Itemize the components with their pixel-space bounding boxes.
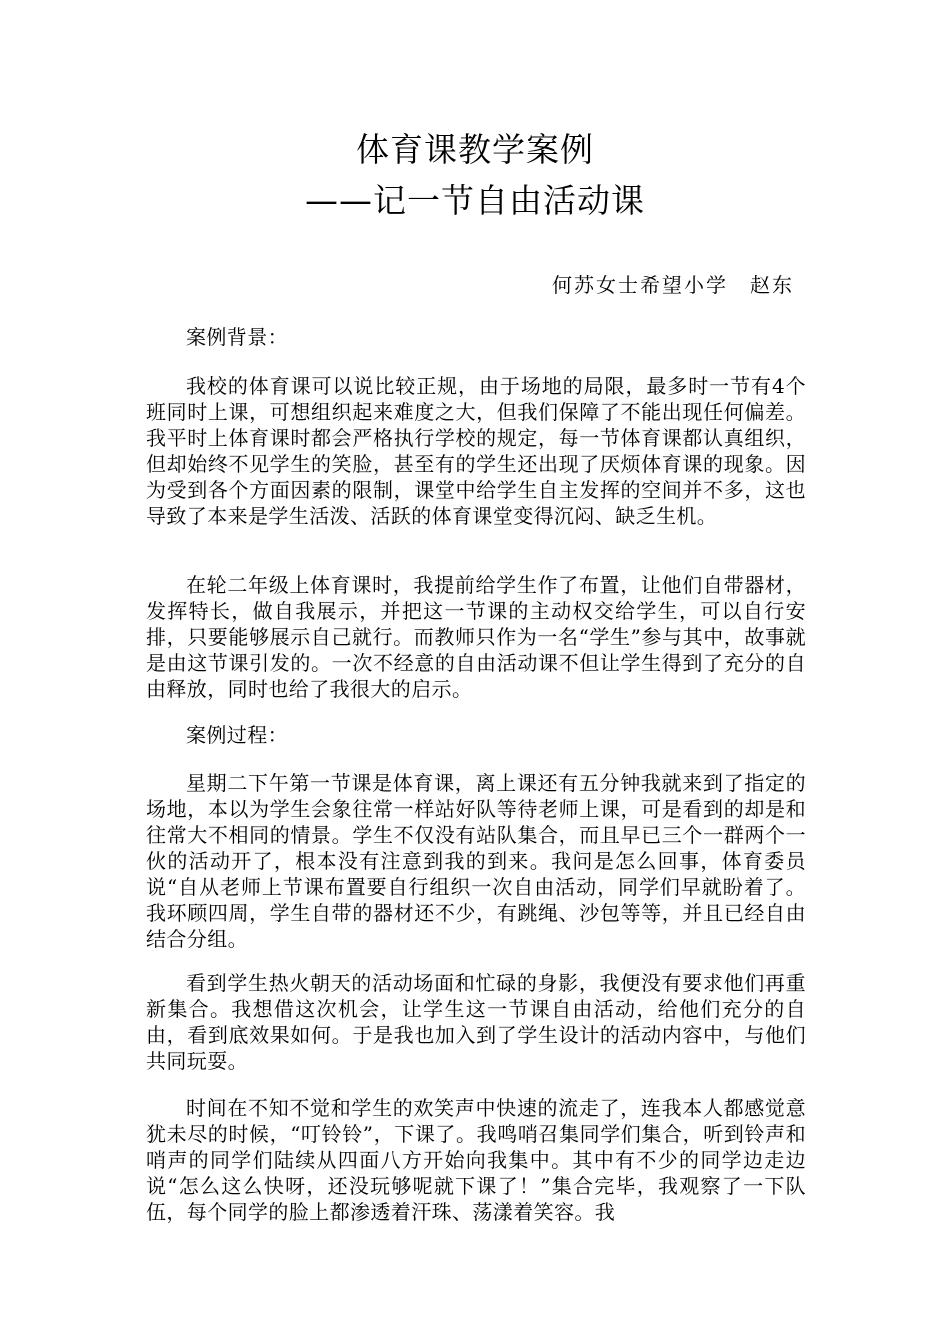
paragraph-background-1: 我校的体育课可以说比较正规，由于场地的局限，最多时一节有4个班同时上课，可想组织起来难度之大，但我们保障了不能出现任何偏差。我平时上体育课时都会严格执行学校的规定，每一节体育课都认真组织，但却始终不见学生的笑脸，甚至有的学生还出现了厌烦体育课的现象。因为受到各个方面因素的限制，课堂中给学生自主发挥的空间并不多，这也导致了本来是学生活泼、活跃的体育课堂变得沉闷、缺乏生机。 (146, 374, 806, 528)
paragraph-process-3: 时间在不知不觉和学生的欢笑声中快速的流走了，连我本人都感觉意犹未尽的时候，“叮铃铃”，下课了。我鸣哨召集同学们集合，听到铃声和哨声的同学们陆续从四面八方开始向我集中。其中有不少的同学边走边说“怎么这么快呀，还没玩够呢就下课了！”集合完毕，我观察了一下队伍，每个同学的脸上都渗透着汗珠、荡漾着笑容。我 (146, 1096, 806, 1224)
author-line: 何苏女士希望小学 赵东 (552, 273, 794, 297)
paragraph-process-2: 看到学生热火朝天的活动场面和忙碌的身影，我便没有要求他们再重新集合。我想借这次机会，让学生这一节课自由活动，给他们充分的自由，看到底效果如何。于是我也加入到了学生设计的活动内容中，与他们共同玩耍。 (146, 971, 806, 1073)
paragraph-process-1: 星期二下午第一节课是体育课，离上课还有五分钟我就来到了指定的场地，本以为学生会象往常一样站好队等待老师上课，可是看到的却是和往常大不相同的情景。学生不仅没有站队集合，而且早已三个一群两个一伙的活动开了，根本没有注意到我的到来。我问是怎么回事，体育委员说“自从老师上节课布置要自行组织一次自由活动，同学们早就盼着了。我环顾四周，学生自带的器材还不少，有跳绳、沙包等等，并且已经自由结合分组。 (146, 771, 806, 951)
document-subtitle: ——记一节自由活动课 (305, 181, 645, 220)
paragraph-background-2: 在轮二年级上体育课时，我提前给学生作了布置，让他们自带器材，发挥特长，做自我展示，并把这一节课的主动权交给学生，可以自行安排，只要能够展示自己就行。而教师只作为一名“学生”参与其中，故事就是由这节课引发的。一次不经意的自由活动课不但让学生得到了充分的自由释放，同时也给了我很大的启示。 (146, 573, 806, 701)
section-heading-background: 案例背景： (186, 325, 288, 349)
document-title: 体育课教学案例 (356, 130, 594, 169)
section-heading-process: 案例过程： (186, 723, 288, 747)
